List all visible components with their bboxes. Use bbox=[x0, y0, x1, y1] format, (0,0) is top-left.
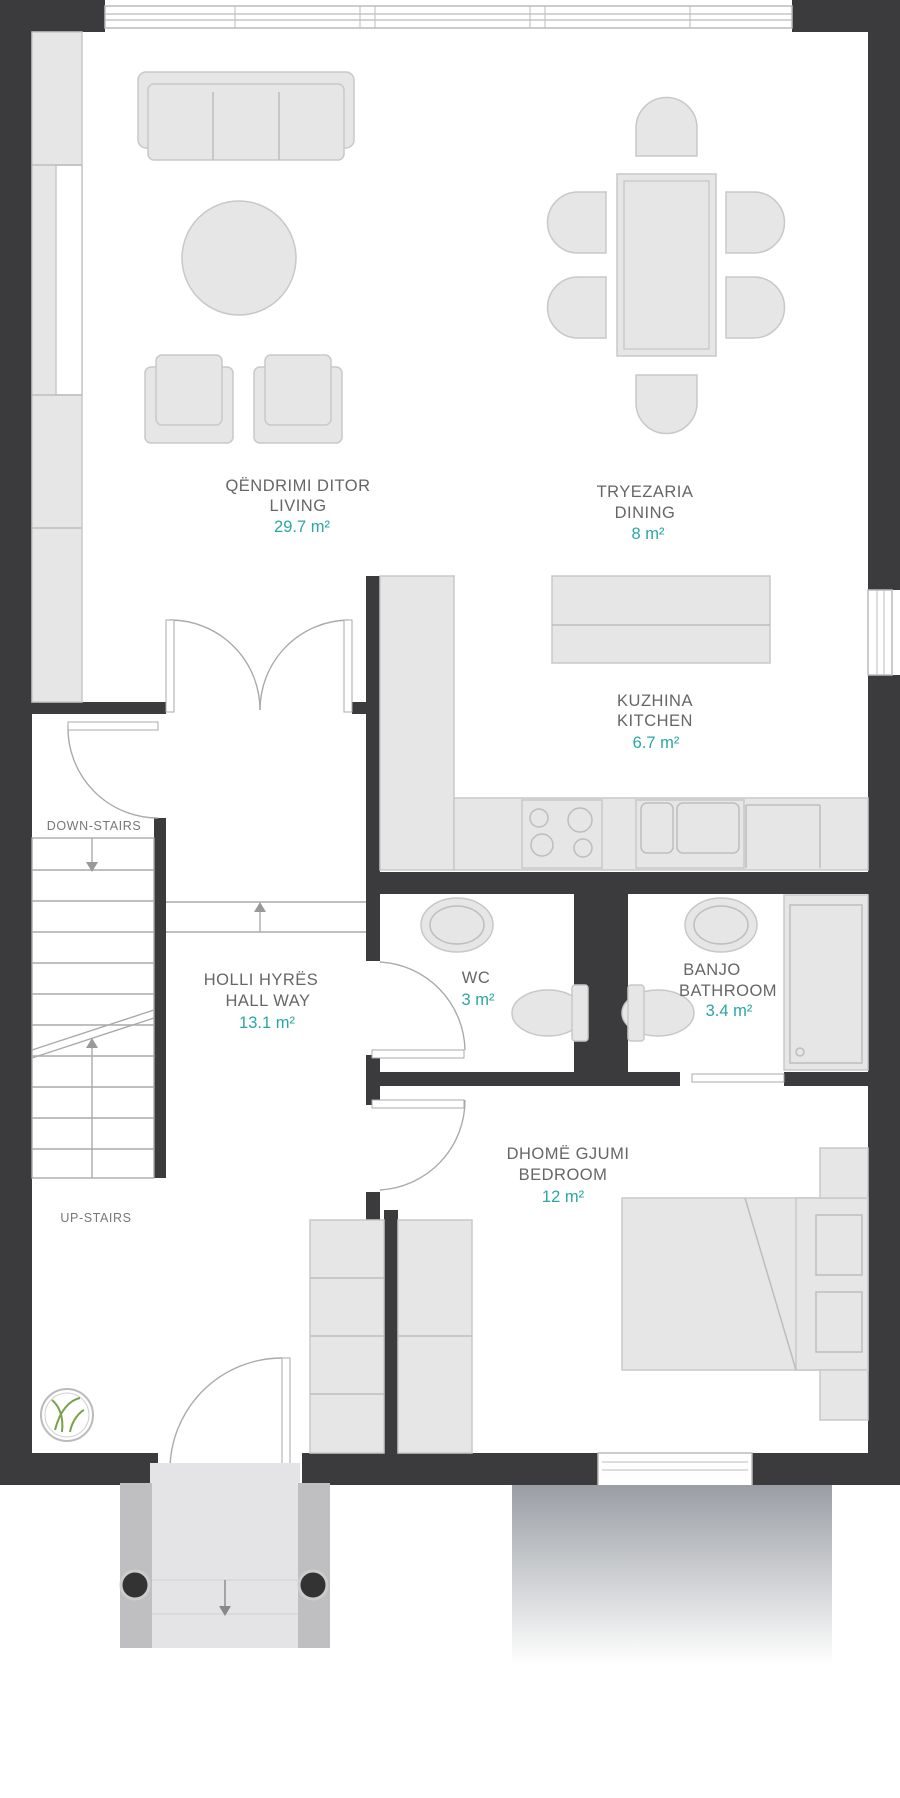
bathroom-name-sq: BANJO bbox=[683, 961, 741, 979]
kitchen-area: 6.7 m² bbox=[632, 734, 680, 752]
wall-door-jamb bbox=[352, 702, 366, 714]
nightstand-bottom bbox=[820, 1370, 868, 1420]
door-bedroom[interactable] bbox=[380, 1100, 465, 1190]
living-area: 29.7 m² bbox=[274, 518, 330, 536]
wall-living-stairs bbox=[32, 702, 166, 714]
hallway-name-en: HALL WAY bbox=[225, 992, 311, 1010]
door-living-left[interactable] bbox=[170, 620, 260, 710]
wall-bed-jamb bbox=[366, 1055, 380, 1105]
dining-name-en: DINING bbox=[614, 504, 676, 522]
wall-left bbox=[0, 0, 32, 1485]
door-stairs[interactable] bbox=[68, 726, 158, 818]
chair-right-1 bbox=[726, 192, 784, 253]
wall-bottom-mid bbox=[302, 1453, 598, 1485]
wall-stair-rail bbox=[154, 818, 166, 1178]
wc-name: WC bbox=[461, 969, 491, 987]
chair-top bbox=[636, 97, 697, 156]
sink bbox=[636, 800, 744, 868]
down-stairs-label: DOWN-STAIRS bbox=[46, 819, 142, 833]
wall-closet bbox=[384, 1210, 398, 1453]
wall-kitchen-south bbox=[380, 872, 868, 894]
living-name-en: LIVING bbox=[269, 497, 327, 515]
chair-left-2 bbox=[548, 277, 607, 338]
chair-left-1 bbox=[548, 192, 606, 253]
shower bbox=[784, 895, 868, 1070]
door-bathroom[interactable] bbox=[692, 1074, 784, 1082]
hallway-name-sq: HOLLI HYRËS bbox=[203, 971, 319, 989]
wall-kitchen-west bbox=[366, 576, 380, 961]
living-name-sq: QËNDRIMI DITOR bbox=[225, 477, 371, 495]
stairs bbox=[32, 838, 366, 1178]
dining-name-sq: TRYEZARIA bbox=[596, 483, 694, 501]
wall-right-upper bbox=[868, 0, 900, 590]
hallway-area: 13.1 m² bbox=[239, 1014, 295, 1032]
bedroom-name-en: BEDROOM bbox=[518, 1166, 608, 1184]
door-entrance[interactable] bbox=[170, 1358, 282, 1470]
nightstand-top bbox=[820, 1148, 868, 1198]
wall-right-lower bbox=[868, 675, 900, 1485]
door-wc[interactable] bbox=[380, 962, 465, 1050]
kitchen-name-sq: KUZHINA bbox=[617, 692, 693, 710]
tall-cabinet bbox=[380, 576, 454, 870]
wall-bottom-right bbox=[752, 1453, 900, 1485]
plant-logo-icon bbox=[41, 1389, 93, 1441]
bedroom-name-sq: DHOMË GJUMI bbox=[506, 1145, 630, 1163]
dining-table bbox=[617, 174, 716, 356]
chair-bottom bbox=[636, 375, 697, 433]
living-furniture bbox=[32, 32, 354, 702]
bathroom-name-en: BATHROOM bbox=[678, 982, 778, 1000]
kitchen-name-en: KITCHEN bbox=[617, 712, 693, 730]
up-stairs-label: UP-STAIRS bbox=[60, 1211, 132, 1225]
chair-right-2 bbox=[726, 277, 784, 338]
kitchen-island bbox=[552, 576, 770, 663]
bedroom-area: 12 m² bbox=[541, 1188, 585, 1206]
dining-area: 8 m² bbox=[631, 525, 665, 543]
dining-furniture bbox=[548, 97, 785, 433]
bathroom-area: 3.4 m² bbox=[705, 1002, 753, 1020]
wall-bath-south bbox=[784, 1072, 868, 1086]
entrance bbox=[120, 1463, 832, 1665]
wc-area: 3 m² bbox=[461, 991, 495, 1009]
wall-bed-jamb2 bbox=[366, 1192, 380, 1220]
door-living-right[interactable] bbox=[260, 620, 348, 710]
wall-wc-south bbox=[380, 1072, 680, 1086]
coffee-table bbox=[182, 201, 296, 315]
wall-bottom-left bbox=[0, 1453, 158, 1485]
